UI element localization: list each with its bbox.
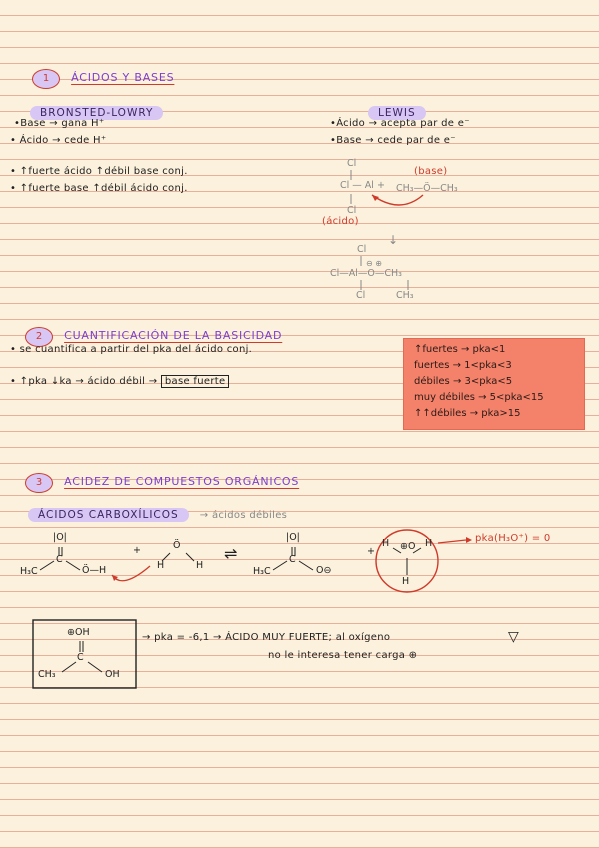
section1-number: 1 (32, 69, 60, 89)
protonated-text-1: → pka = -6,1 → ÁCIDO MUY FUERTE; al oxígeno (142, 632, 391, 643)
acid-bond-right (66, 561, 80, 570)
hydronium-pointer-head (466, 537, 472, 543)
acid-curved-arrow (112, 566, 150, 581)
water-h2: H (196, 560, 204, 571)
protonated-ch3: CH₃ (38, 669, 56, 680)
eq-plus-2: + (367, 546, 375, 557)
lewis-cl-top: Cl (347, 158, 357, 169)
strength-line-1: • ↑fuerte ácido ↑débil base conj. (10, 166, 188, 177)
protonated-oh: OH (105, 669, 120, 680)
lewis-product-main: Cl—Al—O—CH₃ (330, 268, 402, 279)
warning-icon: ▽ (508, 629, 520, 645)
prod-c: C (289, 554, 296, 565)
section3-title: ACIDEZ DE COMPUESTOS ORGÁNICOS (64, 475, 300, 488)
prod-o-top: |O| (286, 532, 300, 543)
lewis-acid-label: (ácido) (322, 216, 359, 227)
eq-arrow: ⇌ (224, 544, 238, 563)
lewis-label: LEWIS (368, 106, 426, 120)
pka-row-4: muy débiles → 5<pka<15 (414, 392, 544, 403)
lewis-product-cl-top: Cl (357, 244, 367, 255)
lewis-arrow-down: ↓ (388, 233, 399, 247)
prod-left: H₃C (253, 566, 271, 577)
lewis-curved-arrow (372, 195, 423, 205)
lewis-plus: + (377, 180, 385, 191)
lewis-left-group: Cl — Al (340, 180, 374, 191)
acid-oh: Ö—H (82, 565, 107, 576)
pka-table (403, 338, 585, 430)
section2-number: 2 (25, 327, 53, 347)
pka-row-5: ↑↑débiles → pka>15 (414, 408, 521, 419)
water-h1: H (157, 560, 165, 571)
protonated-text-2: no le interesa tener carga ⊕ (268, 650, 418, 661)
lewis-base-molecule: CH₃—Ö—CH₃ (396, 183, 458, 194)
lewis-base-label: (base) (414, 166, 448, 177)
hydronium-o: ⊕O (400, 541, 416, 552)
lewis-product-ch3: CH₃ (396, 290, 414, 301)
lewis-line-1: •Ácido → acepta par de e⁻ (330, 118, 470, 129)
section1-title: ÁCIDOS Y BASES (71, 71, 175, 84)
prod-o: O⊖ (316, 565, 332, 576)
carboxylic-label: ÁCIDOS CARBOXÍLICOS (28, 508, 189, 522)
bronsted-label: BRONSTED-LOWRY (30, 106, 163, 120)
acid-c: C (56, 554, 63, 565)
lewis-arrow-head (372, 195, 379, 201)
eq-plus-1: + (133, 545, 141, 556)
acid-bond-left (40, 561, 54, 570)
lewis-product-cl-bottom: Cl (356, 290, 366, 301)
base-fuerte-box: base fuerte (161, 375, 230, 388)
hydronium-h3: H (402, 576, 410, 587)
water-bond-2 (186, 553, 194, 561)
pka-row-1: ↑fuertes → pka<1 (414, 344, 506, 355)
section2-line-1: • se cuantifica a partir del pka del ácido conj. (10, 344, 253, 355)
lewis-cl-bottom: Cl (347, 205, 357, 216)
protonated-bond-left (62, 662, 76, 672)
acid-o-top: |O| (53, 532, 67, 543)
section2-title: CUANTIFICACIÓN DE LA BASICIDAD (64, 329, 283, 342)
protonated-oh-top: ⊕OH (67, 627, 90, 638)
protonated-c: C (77, 652, 84, 663)
acid-left: H₃C (20, 566, 38, 577)
hydronium-h1: H (382, 538, 390, 549)
strength-line-2: • ↑fuerte base ↑débil ácido conj. (10, 183, 188, 194)
protonated-bond-right (88, 662, 102, 672)
bronsted-line-2: • Ácido → cede H⁺ (10, 135, 107, 146)
prod-bond-left (273, 561, 287, 570)
section2-line-2-prefix: • ↑pka ↓ka → ácido débil → (10, 376, 158, 387)
lewis-product-charges: ⊖ ⊕ (366, 259, 382, 268)
prod-bond-right (299, 561, 313, 570)
bronsted-line-1: •Base → gana H⁺ (14, 118, 105, 129)
pka-row-3: débiles → 3<pka<5 (414, 376, 513, 387)
pka-row-2: fuertes → 1<pka<3 (414, 360, 512, 371)
section3-number: 3 (25, 473, 53, 493)
carboxylic-label-wrap (28, 503, 287, 522)
lewis-line-2: •Base → cede par de e⁻ (330, 135, 456, 146)
hydronium-label: pka(H₃O⁺) = 0 (475, 533, 551, 544)
carboxylic-note: → ácidos débiles (199, 510, 288, 521)
water-o: Ö (173, 540, 181, 551)
hydronium-h2: H (425, 538, 433, 549)
hydronium-pointer (438, 540, 466, 543)
section3-header (25, 470, 299, 493)
section2-line-2 (10, 376, 229, 387)
